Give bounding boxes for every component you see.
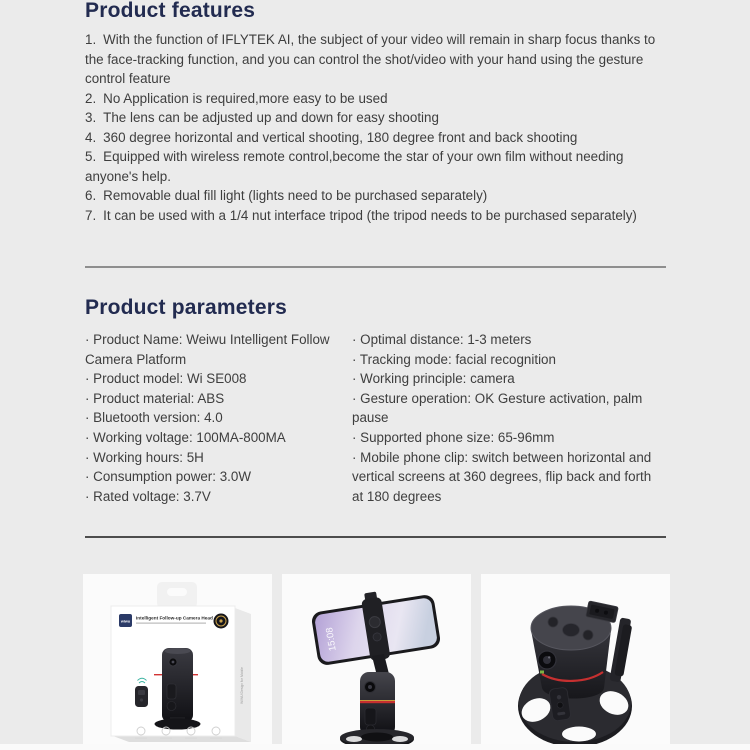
parameters-title: Product parameters <box>85 296 288 319</box>
parameters-column-right <box>352 330 666 506</box>
box-subtitle-line <box>136 622 206 624</box>
feature-item: 3. The lens can be adjusted up and down for easy shooting <box>85 110 439 125</box>
parameter-item: · Product material: ABS <box>85 390 225 406</box>
parameter-item: · Rated voltage: 3.7V <box>85 488 211 504</box>
folded-phone-clip <box>609 617 633 682</box>
feature-item: 7. It can be used with a 1/4 nut interface tripod (the tripod needs to be purchased separately) <box>85 207 637 223</box>
features-list <box>85 30 666 225</box>
status-indicator <box>540 671 544 674</box>
parameter-item: · Working hours: 5H <box>85 449 204 465</box>
next-section-edge <box>0 744 750 750</box>
features-title: Product features <box>85 0 256 22</box>
parameter-item: · Gesture operation: OK Gesture activation, palm pause <box>352 390 643 426</box>
box-title-text: Intelligent Follow-up Camera Head <box>136 615 213 621</box>
parameters-columns <box>85 330 666 506</box>
product-image-packaging-box <box>83 574 272 750</box>
feature-item: 6. Removable dual fill light (lights need to be purchased separately) <box>85 188 488 203</box>
parameter-item: · Working voltage: 100MA-800MA <box>85 429 286 445</box>
packaging-box-illustration <box>83 574 272 750</box>
red-ring-stripe <box>360 701 395 703</box>
parameter-item: · Bluetooth version: 4.0 <box>85 410 223 426</box>
parameter-item: · Mobile phone clip: switch between horizontal and vertical screens at 360 degrees, flip back and forth at 180 degrees <box>352 449 652 504</box>
product-features-section <box>85 0 666 225</box>
parameter-item: · Consumption power: 3.0W <box>85 469 251 485</box>
parameter-item: · Tracking mode: facial recognition <box>352 351 556 367</box>
gimbal-body <box>360 672 395 736</box>
gimbal-top-view-illustration <box>481 574 670 750</box>
parameter-item: · Product model: Wi SE008 <box>85 371 247 387</box>
parameter-item: · Supported phone size: 65-96mm <box>352 429 555 445</box>
feature-item: 4. 360 degree horizontal and vertical shooting, 180 degree front and back shooting <box>85 129 578 145</box>
svg-text:wiwu: wiwu <box>120 619 131 624</box>
camera-lens <box>538 651 556 669</box>
feature-item: 5. Equipped with wireless remote control,become the star of your own film without needing anyone's help. <box>85 149 624 184</box>
section-divider-top <box>85 266 666 268</box>
parameter-item: · Optimal distance: 1-3 meters <box>352 332 532 347</box>
parameters-column-left <box>85 330 335 506</box>
box-side-vertical-text: WiWU Design for Mobile <box>240 667 244 704</box>
product-parameters-section <box>85 296 666 506</box>
parameter-item: · Working principle: camera <box>352 371 515 387</box>
product-image-gimbal-with-phone <box>282 574 471 750</box>
parameter-item: · Product Name: Weiwu Intelligent Follow Camera Platform <box>85 332 330 367</box>
phone-clock-text: 15:08 <box>324 626 339 652</box>
gold-seal-badge <box>214 614 229 629</box>
feature-item: 1. With the function of IFLYTEK AI, the subject of your video will remain in sharp focus thanks to the face-tracking function, and you can control the shot/video with your hand using the gesture control feature <box>85 32 656 86</box>
gimbal-with-phone-illustration <box>282 574 471 750</box>
section-divider-bottom <box>85 536 666 538</box>
product-image-gimbal-top-view <box>481 574 670 750</box>
side-button-pod <box>549 687 571 721</box>
feature-item: 2. No Application is required,more easy to be used <box>85 90 388 106</box>
product-image-row <box>83 574 670 750</box>
